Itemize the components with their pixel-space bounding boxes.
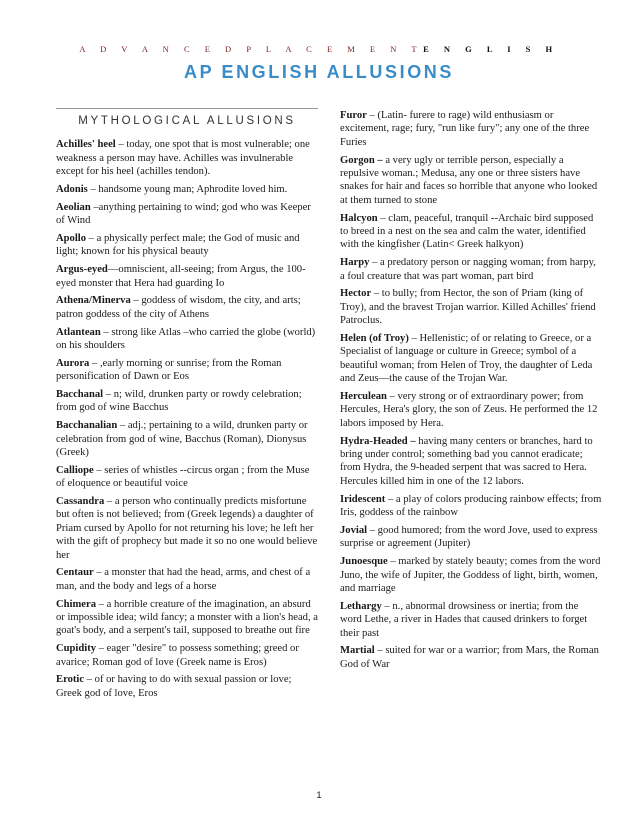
- allusion-definition: – goddess of wisdom, the city, and arts; patron goddess of the city of Athens: [56, 295, 301, 320]
- allusion-entry: [56, 326, 318, 353]
- allusion-entry: [340, 555, 602, 595]
- allusion-entry: [56, 138, 318, 178]
- allusion-term: Junoesque: [340, 556, 388, 568]
- allusion-term: Bacchanalian: [56, 420, 118, 432]
- allusion-entry: [340, 256, 602, 283]
- allusion-term: Herculean: [340, 391, 387, 403]
- allusion-definition: – n., abnormal drowsiness or inertia; from the word Lethe, a river in Hades that caused drinkers to forget their past: [340, 600, 588, 639]
- course-header: [0, 44, 638, 54]
- allusion-term: Bacchanal: [56, 389, 104, 401]
- allusion-entry: [56, 232, 318, 259]
- allusion-entry: [56, 263, 318, 290]
- allusion-term: Helen (of Troy): [340, 333, 409, 345]
- allusion-term: Aeolian: [56, 201, 91, 213]
- allusion-entry: [56, 183, 318, 196]
- right-column: [340, 109, 602, 676]
- allusion-definition: – handsome young man; Aphrodite loved him.: [87, 184, 288, 196]
- allusion-definition: – eager "desire" to possess something; greed or avarice; Roman god of love (Greek name is Eros): [56, 643, 299, 668]
- allusion-entry: [340, 435, 602, 489]
- allusion-entry: [56, 566, 318, 593]
- allusion-entry: [56, 388, 318, 415]
- allusion-entry: [340, 332, 602, 386]
- allusion-entry: [340, 524, 602, 551]
- allusion-term: Hydra-Headed –: [340, 435, 416, 447]
- allusion-entry: [56, 419, 318, 459]
- allusion-entry: [56, 642, 318, 669]
- allusion-entry: [56, 495, 318, 562]
- allusion-entry: [56, 294, 318, 321]
- allusion-entry: [56, 464, 318, 491]
- allusion-definition: – a physically perfect male; the God of music and light; known for his physical beauty: [56, 233, 300, 258]
- allusion-entry: [340, 390, 602, 430]
- allusion-term: Centaur: [56, 567, 94, 579]
- allusion-definition: – today, one spot that is most vulnerable; one weakness a person may have. Achilles was invulnerable except for his heel (achilles tendon).: [56, 139, 310, 178]
- allusion-term: Cupidity: [56, 643, 97, 655]
- allusion-definition: – marked by stately beauty; comes from the word Juno, the wife of Jupiter, the Goddess of light, birth, women, and marriage: [340, 556, 601, 594]
- allusion-term: Furor: [340, 110, 367, 121]
- allusion-term: Halcyon: [340, 212, 378, 224]
- allusion-definition: —omniscient, all-seeing; from Argus, the 100-eyed monster that Hera had guarding Io: [56, 264, 306, 289]
- allusion-term: Jovial: [340, 524, 368, 536]
- allusion-definition: –anything pertaining to wind; god who was Keeper of Wind: [56, 201, 311, 227]
- allusion-definition: – (Latin- furere to rage) wild enthusiasm or excitement, rage; fury, "run like fury"; any one of the three Furies: [340, 110, 590, 148]
- allusion-definition: a very ugly or terrible person, especially a repulsive woman.; Medusa, any one or three sisters have snakes for hair and faces so horrible that anyone who looked at them turned to stone: [340, 154, 598, 206]
- allusion-definition: – strong like Atlas –who carried the globe (world) on his shoulders: [56, 326, 316, 352]
- page-title: AP ENGLISH ALLUSIONS: [183, 62, 455, 82]
- left-column: [56, 108, 318, 705]
- allusion-entry: [56, 673, 318, 700]
- allusion-entry: [340, 109, 602, 149]
- allusion-definition: – to bully; from Hector, the son of Priam (king of Troy), and the bravest Trojan warrior. Killed Achilles' friend Patroclus.: [340, 288, 596, 327]
- allusion-entry: [340, 212, 602, 252]
- allusion-definition: – very strong or of extraordinary power; from Hercules, Hera's glory, the son of Zeus. He performed the 12 labors imposed by Hera.: [340, 391, 598, 429]
- allusion-term: Atlantean: [56, 326, 101, 338]
- allusion-term: Cassandra: [56, 496, 105, 508]
- allusion-definition: – of or having to do with sexual passion or love; Greek god of love, Eros: [56, 674, 292, 699]
- page-number: 1: [316, 790, 322, 801]
- allusion-term: Adonis: [56, 184, 88, 196]
- allusion-entry: [340, 600, 602, 640]
- allusion-term: Gorgon –: [340, 154, 383, 166]
- allusion-entry: [56, 598, 318, 638]
- right-entry-list: [340, 109, 602, 671]
- left-entry-list: [56, 138, 318, 700]
- allusion-definition: – series of whistles --circus organ ; from the Muse of eloquence or beautiful voice: [56, 464, 310, 490]
- allusion-term: Calliope: [56, 464, 94, 476]
- allusion-term: Achilles' heel: [56, 139, 116, 151]
- allusion-definition: – a predatory person or nagging woman; from harpy, a foul creature that was part woman, part bird: [340, 257, 596, 282]
- allusion-term: Argus-eyed: [56, 264, 108, 276]
- allusion-term: Athena/Minerva: [56, 295, 131, 307]
- allusion-entry: [56, 201, 318, 228]
- allusion-term: Apollo: [56, 233, 87, 245]
- allusion-definition: – clam, peaceful, tranquil --Archaic bird supposed to breed in a nest on the sea and calm the water, identified with the kingfisher (Latin< Greek halkyon): [340, 212, 594, 251]
- allusion-definition: – a horrible creature of the imagination, an absurd or impossible idea; wild fancy; a monster with a lion's head, a goat's body, and a serpent's tail, supposed to breathe out fire: [56, 598, 318, 637]
- allusion-term: Aurora: [56, 357, 90, 369]
- allusion-term: Lethargy: [340, 600, 382, 612]
- section-title: MYTHOLOGICAL ALLUSIONS: [56, 108, 318, 135]
- allusion-entry: [340, 287, 602, 327]
- allusion-entry: [340, 154, 602, 208]
- allusion-definition: – adj.; pertaining to a wild, drunken party or celebration from god of wine, Bacchus (Roman), Dionysus (Greek): [56, 420, 308, 459]
- allusion-entry: [340, 493, 602, 520]
- allusion-definition: – a person who continually predicts misfortune but often is not believed; from (Greek legends) a daughter of Priam cursed by Apollo for not returning his love; he left her with the gift of prophecy but made it so no one would believe her: [56, 496, 318, 561]
- allusion-term: Martial: [340, 645, 375, 657]
- allusion-definition: – n; wild, drunken party or rowdy celebration; from god of wine Bacchus: [56, 389, 302, 414]
- allusion-definition: having many centers or branches, hard to bring under control; something bad you cannot eradicate; from Hydra, the 9-headed serpent that was sacred to Hera. Hercules killed him in one of the 12 labors.: [340, 435, 593, 487]
- allusion-term: Iridescent: [340, 493, 386, 505]
- allusion-definition: – Hellenistic; of or relating to Greece, or a Specialist of language or culture in Greece; symbol of a beautiful woman; from Helen of Troy, the daughter of Leda and Zeus—the cause of the Trojan War.: [340, 333, 593, 385]
- course-prefix: A D V A N C E D P L A C E M E N T: [79, 44, 424, 54]
- course-subject: E N G L I S H: [423, 44, 559, 54]
- allusion-term: Harpy: [340, 257, 370, 269]
- allusion-entry: [340, 644, 602, 671]
- allusion-term: Chimera: [56, 598, 97, 610]
- allusion-definition: – suited for war or a warrior; from Mars, the Roman God of War: [340, 645, 599, 670]
- allusion-term: Erotic: [56, 674, 85, 686]
- allusion-entry: [56, 357, 318, 384]
- allusion-term: Hector: [340, 288, 372, 300]
- allusion-definition: – ,early morning or sunrise; from the Roman personification of Dawn or Eos: [56, 357, 282, 383]
- allusion-definition: – a monster that had the head, arms, and chest of a man, and the body and legs of a horse: [56, 567, 311, 592]
- allusion-definition: – good humored; from the word Jove, used to express surprise or agreement (Jupiter): [340, 524, 598, 550]
- allusion-definition: – a play of colors producing rainbow effects; from Iris, goddess of the rainbow: [340, 493, 602, 519]
